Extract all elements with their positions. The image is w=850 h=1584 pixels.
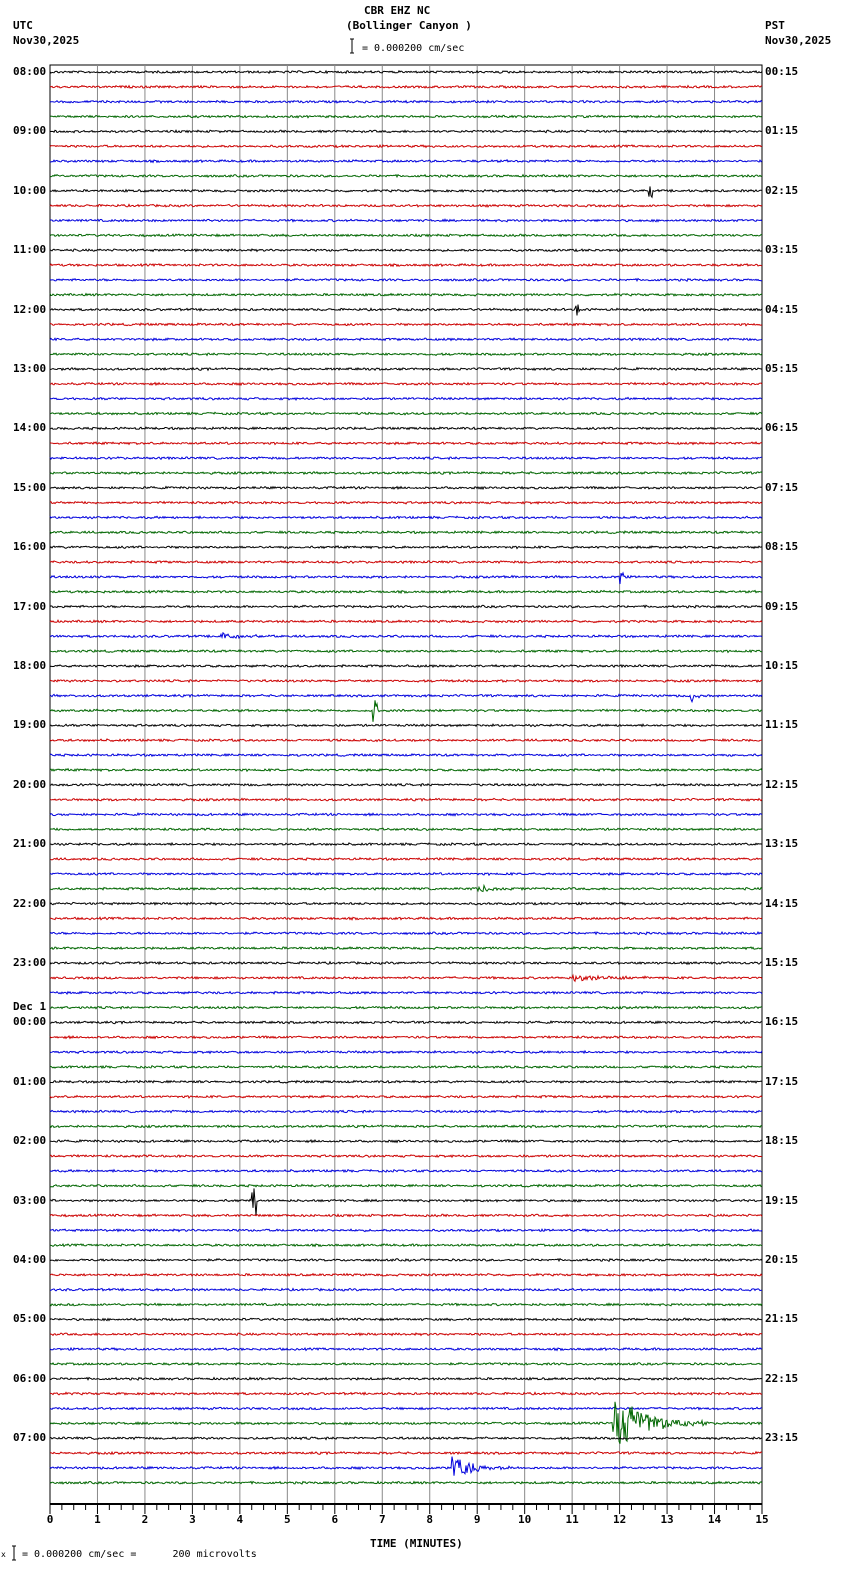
trace-line: [50, 886, 762, 892]
x-tick-label: 12: [612, 1513, 627, 1526]
trace-line: [50, 843, 762, 846]
trace-line: [50, 1363, 762, 1365]
utc-hour-label: 07:00: [13, 1431, 47, 1445]
scale-label: = 0.000200 cm/sec: [362, 43, 465, 54]
trace-line: [50, 917, 762, 920]
pst-hour-label: 12:15: [765, 777, 799, 791]
pst-hour-label: 02:15: [765, 183, 799, 197]
trace-line: [50, 160, 762, 163]
trace-line: [50, 1188, 762, 1215]
utc-hour-label: 23:00: [13, 956, 47, 969]
pst-hour-label: 15:15: [765, 956, 799, 969]
trace-line: [50, 1110, 762, 1113]
trace-line: [50, 442, 762, 445]
station-title: CBR EHZ NC: [364, 4, 431, 17]
date-change-label: Dec 1: [13, 1000, 47, 1014]
trace-line: [50, 279, 762, 282]
trace-line: [50, 932, 762, 935]
trace-line: [50, 739, 762, 742]
pst-hour-label: 11:15: [765, 718, 799, 732]
pst-hour-label: 14:15: [765, 896, 799, 910]
trace-line: [50, 1407, 762, 1409]
pst-hour-label: 05:15: [765, 362, 799, 375]
utc-hour-label: 12:00: [13, 302, 47, 316]
trace-line: [50, 1274, 762, 1277]
trace-line: [50, 1259, 762, 1262]
trace-line: [50, 1452, 762, 1455]
trace-line: [50, 1229, 762, 1232]
trace-line: [50, 1392, 762, 1395]
trace-line: [50, 186, 762, 197]
trace-line: [50, 1066, 762, 1069]
x-tick-label: 1: [94, 1513, 101, 1526]
utc-hour-label: 14:00: [13, 421, 47, 435]
utc-hour-label: 04:00: [13, 1253, 47, 1266]
pst-hour-label: 18:15: [765, 1134, 799, 1148]
utc-hour-label: 19:00: [13, 718, 47, 732]
x-axis-label: TIME (MINUTES): [370, 1537, 463, 1550]
utc-hour-label: 22:00: [13, 896, 47, 910]
trace-line: [50, 1378, 762, 1381]
pst-hour-label: 03:15: [765, 243, 799, 257]
pst-hour-label: 00:15: [765, 65, 799, 78]
footer-prefix: x: [1, 1550, 6, 1559]
utc-hour-label: 09:00: [13, 124, 47, 138]
utc-hour-label: 13:00: [13, 362, 47, 375]
trace-line: [50, 204, 762, 207]
trace-line: [50, 457, 762, 460]
trace-line: [50, 784, 762, 787]
pst-hour-label: 22:15: [765, 1371, 799, 1385]
x-tick-label: 15: [755, 1513, 769, 1526]
x-tick-label: 10: [518, 1513, 532, 1526]
trace-line: [50, 1333, 762, 1336]
trace-line: [50, 573, 762, 584]
trace-line: [50, 305, 762, 316]
utc-hour-label: 08:00: [13, 65, 47, 78]
utc-hour-label: 03:00: [13, 1193, 47, 1207]
utc-hour-label: 10:00: [13, 183, 47, 197]
trace-line: [50, 1214, 762, 1217]
trace-line: [50, 1244, 762, 1247]
utc-hour-label: 21:00: [13, 837, 47, 851]
x-tick-label: 6: [331, 1513, 339, 1526]
pst-hour-label: 23:15: [765, 1431, 799, 1445]
trace-line: [50, 1318, 762, 1320]
trace-line: [50, 1095, 762, 1098]
trace-line: [50, 1457, 762, 1476]
trace-line: [50, 561, 762, 564]
pst-hour-label: 20:15: [765, 1253, 799, 1266]
trace-line: [50, 828, 762, 831]
trace-line: [50, 992, 762, 995]
utc-hour-label: 15:00: [13, 480, 47, 494]
trace-line: [50, 1036, 762, 1038]
pst-hour-label: 21:15: [765, 1312, 799, 1326]
trace-line: [50, 605, 762, 608]
x-tick-label: 8: [426, 1513, 434, 1526]
trace-line: [50, 1482, 762, 1485]
pst-hour-label: 06:15: [765, 421, 799, 435]
pst-hour-label: 08:15: [765, 540, 799, 554]
trace-line: [50, 769, 762, 772]
x-tick-label: 14: [707, 1513, 722, 1526]
pst-hour-label: 07:15: [765, 480, 799, 494]
utc-hour-label: 18:00: [13, 659, 47, 672]
trace-line: [50, 264, 762, 267]
trace-line: [50, 665, 762, 668]
pst-hour-label: 13:15: [765, 837, 799, 851]
trace-line: [50, 101, 762, 103]
trace-line: [50, 531, 762, 534]
utc-hour-label: 16:00: [13, 540, 47, 554]
trace-line: [50, 145, 762, 148]
x-tick-label: 0: [46, 1513, 54, 1526]
trace-line: [50, 813, 762, 816]
trace-line: [50, 71, 762, 73]
pst-hour-label: 01:15: [765, 124, 799, 138]
left-date: Nov30,2025: [13, 34, 80, 47]
right-zone: PST: [765, 19, 785, 32]
trace-line: [50, 115, 762, 117]
station-subtitle: (Bollinger Canyon ): [346, 19, 472, 32]
trace-line: [50, 1289, 762, 1291]
x-tick-label: 13: [660, 1513, 674, 1526]
utc-hour-label: 11:00: [13, 243, 47, 257]
trace-line: [50, 680, 762, 683]
trace-line: [50, 175, 762, 178]
trace-line: [50, 873, 762, 876]
trace-line: [50, 1155, 762, 1158]
trace-line: [50, 1140, 762, 1143]
trace-line: [50, 1185, 762, 1188]
trace-line: [50, 798, 762, 801]
utc-hour-label: 00:00: [13, 1015, 47, 1029]
trace-line: [50, 1303, 762, 1305]
trace-line: [50, 694, 762, 701]
trace-line: [50, 1125, 762, 1128]
x-tick-label: 2: [141, 1513, 149, 1526]
left-zone: UTC: [13, 19, 33, 32]
trace-line: [50, 1021, 762, 1024]
utc-hour-label: 02:00: [13, 1134, 47, 1148]
trace-line: [50, 353, 762, 356]
trace-line: [50, 975, 762, 981]
trace-line: [50, 219, 762, 222]
trace-line: [50, 338, 762, 341]
trace-line: [50, 86, 762, 89]
trace-line: [50, 724, 762, 726]
pst-hour-label: 10:15: [765, 659, 799, 672]
pst-hour-label: 17:15: [765, 1074, 799, 1088]
x-tick-label: 11: [565, 1513, 579, 1526]
footer-scale: = 0.000200 cm/sec = 200 microvolts: [22, 1549, 257, 1560]
trace-line: [50, 1348, 762, 1351]
trace-line: [50, 902, 762, 905]
trace-line: [50, 947, 762, 950]
trace-line: [50, 620, 762, 623]
x-tick-label: 3: [189, 1513, 196, 1526]
trace-line: [50, 650, 762, 653]
utc-hour-label: 05:00: [13, 1312, 47, 1326]
trace-line: [50, 234, 762, 237]
trace-line: [50, 501, 762, 504]
trace-line: [50, 427, 762, 429]
trace-line: [50, 323, 762, 326]
trace-line: [50, 412, 762, 415]
trace-line: [50, 516, 762, 519]
trace-line: [50, 1006, 762, 1009]
trace-line: [50, 962, 762, 964]
trace-line: [50, 1170, 762, 1173]
trace-line: [50, 398, 762, 400]
x-tick-label: 7: [378, 1513, 386, 1526]
trace-line: [50, 294, 762, 297]
pst-hour-label: 16:15: [765, 1015, 799, 1029]
trace-line: [50, 1051, 762, 1054]
utc-hour-label: 20:00: [13, 777, 47, 791]
trace-line: [50, 546, 762, 549]
utc-hour-label: 06:00: [13, 1371, 47, 1385]
trace-line: [50, 130, 762, 132]
x-tick-label: 9: [473, 1513, 481, 1526]
pst-hour-label: 09:15: [765, 599, 799, 613]
trace-line: [50, 633, 762, 638]
utc-hour-label: 01:00: [13, 1074, 47, 1088]
trace-line: [50, 858, 762, 861]
x-tick-label: 5: [284, 1513, 291, 1526]
trace-line: [50, 472, 762, 475]
trace-line: [50, 487, 762, 490]
trace-line: [50, 700, 762, 722]
trace-line: [50, 754, 762, 756]
trace-line: [50, 368, 762, 371]
trace-line: [50, 591, 762, 594]
utc-hour-label: 17:00: [13, 599, 47, 613]
trace-line: [50, 1081, 762, 1084]
x-tick-label: 4: [236, 1513, 244, 1526]
right-date: Nov30,2025: [765, 34, 832, 47]
trace-line: [50, 1437, 762, 1440]
pst-hour-label: 19:15: [765, 1193, 799, 1207]
pst-hour-label: 04:15: [765, 302, 799, 316]
trace-line: [50, 249, 762, 252]
trace-line: [50, 383, 762, 385]
